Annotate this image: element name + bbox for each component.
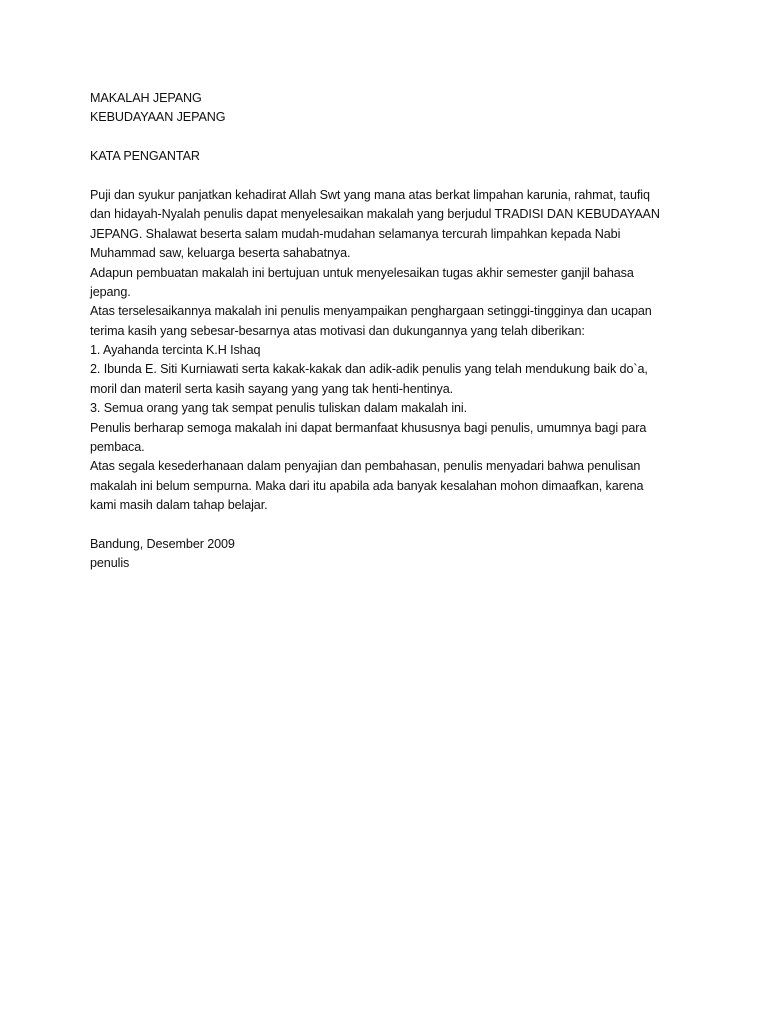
body-line: Atas segala kesederhanaan dalam penyajian dan pembahasan, penulis menyadari bahwa penulisan (90, 459, 641, 474)
blank-line (90, 128, 670, 147)
body-line: makalah ini belum sempurna. Maka dari itu apabila ada banyak kesalahan mohon dimaafkan, karena (90, 478, 644, 493)
blank-line (90, 167, 670, 186)
body-line: pembaca. (90, 440, 145, 455)
document-title: MAKALAH JEPANG (90, 91, 202, 105)
closing-place-date: Bandung, Desember 2009 (90, 536, 235, 551)
document-subtitle: KEBUDAYAAN JEPANG (90, 110, 226, 125)
list-item: 1. Ayahanda tercinta K.H Ishaq (90, 343, 261, 358)
list-item: 3. Semua orang yang tak sempat penulis tuliskan dalam makalah ini. (90, 401, 468, 416)
body-line: Atas terselesaikannya makalah ini penulis menyampaikan penghargaan setinggi-tingginya dan ucapan (90, 304, 652, 319)
blank-line (90, 516, 670, 535)
document-content (90, 89, 670, 574)
body-line: Puji dan syukur panjatkan kehadirat Allah Swt yang mana atas berkat limpahan karunia, rahmat, taufiq (90, 187, 650, 202)
list-item: 2. Ibunda E. Siti Kurniawati serta kakak-kakak dan adik-adik penulis yang telah mendukung baik do`a, (90, 362, 648, 377)
body-line: Penulis berharap semoga makalah ini dapat bermanfaat khususnya bagi penulis, umumnya bagi para (90, 420, 647, 435)
body-line: kami masih dalam tahap belajar. (90, 498, 268, 513)
body-line: terima kasih yang sebesar-besarnya atas motivasi dan dukungannya yang telah diberikan: (90, 323, 585, 338)
body-line: dan hidayah-Nyalah penulis dapat menyelesaikan makalah yang berjudul TRADISI DAN KEBUDAYAAN (90, 207, 660, 222)
body-line: Muhammad saw, keluarga beserta sahabatnya. (90, 246, 351, 261)
section-title: KATA PENGANTAR (90, 149, 200, 164)
body-line: Adapun pembuatan makalah ini bertujuan untuk menyelesaikan tugas akhir semester ganjil bahasa (90, 265, 634, 280)
body-line: JEPANG. Shalawat beserta salam mudah-mudahan selamanya tercurah limpahkan kepada Nabi (90, 226, 621, 241)
list-item: moril dan materil serta kasih sayang yang yang tak henti-hentinya. (90, 381, 454, 396)
closing-signature: penulis (90, 556, 130, 571)
body-line: jepang. (90, 284, 131, 299)
